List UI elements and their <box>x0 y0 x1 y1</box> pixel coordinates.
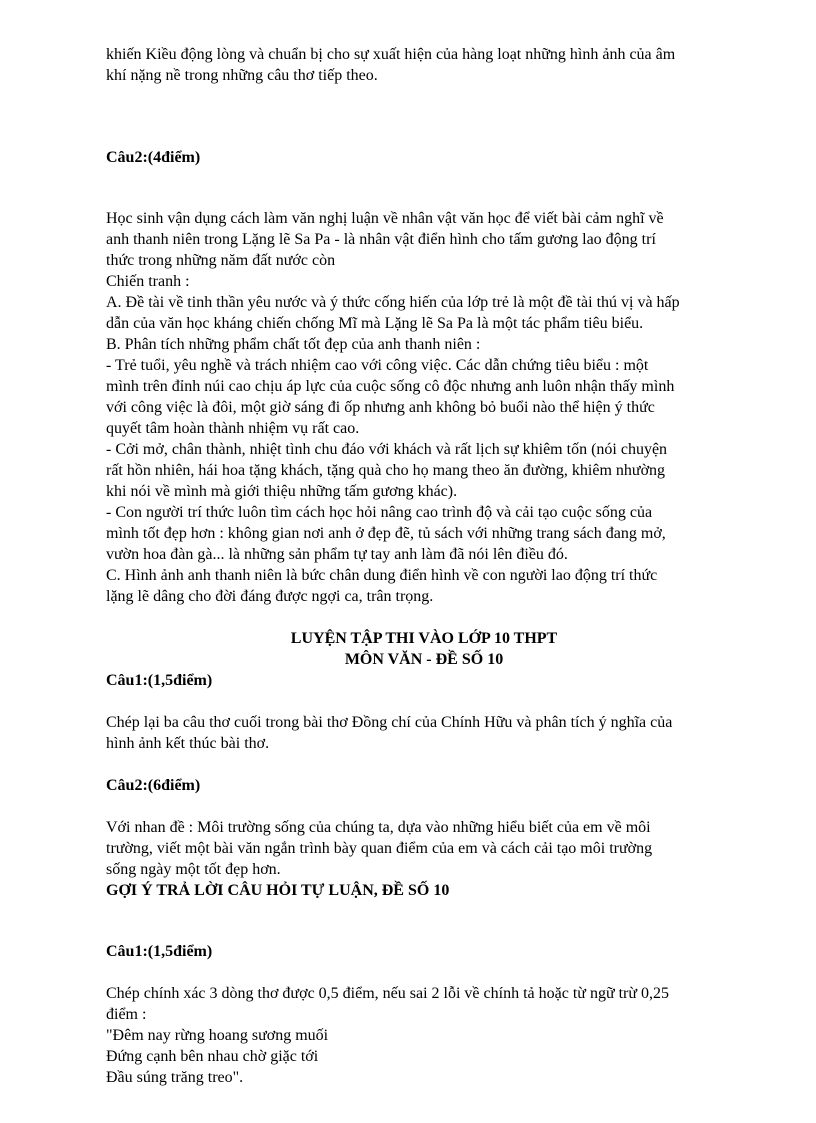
body-line: mình trên đỉnh núi cao chịu áp lực của cuộc sống cô độc nhưng anh luôn nhận thấy mình <box>106 378 675 395</box>
spacer <box>106 126 742 147</box>
poem-line: Đứng cạnh bên nhau chờ giặc tới <box>106 1048 319 1065</box>
body-line: Chiến tranh : <box>106 273 190 290</box>
body-line: Học sinh vận dụng cách làm văn nghị luận về nhân vật văn học để viết bài cảm nghĩ về <box>106 210 664 227</box>
spacer <box>106 796 742 817</box>
poem-line: "Đêm nay rừng hoang sương muối <box>106 1027 329 1044</box>
body-line: anh thanh niên trong Lặng lẽ Sa Pa - là nhân vật điển hình cho tấm gương lao động trí <box>106 231 656 248</box>
body-line: - Trẻ tuổi, yêu nghề và trách nhiệm cao với công việc. Các dẫn chứng tiêu biểu : một <box>106 357 649 374</box>
body-line: Chép chính xác 3 dòng thơ được 0,5 điểm, nếu sai 2 lỗi về chính tả hoặc từ ngữ trừ 0,25 <box>106 985 670 1002</box>
spacer <box>106 691 742 712</box>
spacer <box>106 901 742 941</box>
body-line: A. Đề tài về tinh thần yêu nước và ý thức cống hiến của lớp trẻ là một đề tài thú vị và hấp <box>106 294 680 311</box>
answer-cau1-heading: Câu1:(1,5điểm) <box>106 943 213 960</box>
spacer <box>106 168 742 208</box>
body-line: khi nói về mình mà giới thiệu những tấm gương khác). <box>106 483 458 500</box>
body-line: trường, viết một bài văn ngắn trình bày quan điểm của em và cách cải tạo môi trường <box>106 840 653 857</box>
intro-line-2: khí nặng nề trong những câu thơ tiếp theo. <box>106 67 378 84</box>
body-line: với công việc là đôi, một giờ sáng đi ốp nhưng anh không bỏ buổi nào thể hiện ý thức <box>106 399 655 416</box>
body-line: B. Phân tích những phẩm chất tốt đẹp của anh thanh niên : <box>106 336 481 353</box>
spacer <box>106 962 742 983</box>
spacer <box>106 86 742 126</box>
body-line: sống ngày một tốt đẹp hơn. <box>106 861 281 878</box>
exam-title-line-2: MÔN VĂN - ĐỀ SỐ 10 <box>344 651 504 668</box>
exam-cau1-heading: Câu1:(1,5điểm) <box>106 672 213 689</box>
body-line: Với nhan đề : Môi trường sống của chúng ta, dựa vào những hiểu biết của em về môi <box>106 819 651 836</box>
body-line: vườn hoa đàn gà... là những sản phẩm tự tay anh làm đã nói lên điều đó. <box>106 546 568 563</box>
cau2-body <box>106 208 742 607</box>
poem-line: Đầu súng trăng treo". <box>106 1069 244 1086</box>
body-line: - Con người trí thức luôn tìm cách học hỏi nâng cao trình độ và cải tạo cuộc sống của <box>106 504 653 521</box>
body-line: C. Hình ảnh anh thanh niên là bức chân dung điển hình về con người lao động trí thức <box>106 567 658 584</box>
body-line: thức trong những năm đất nước còn <box>106 252 336 269</box>
spacer <box>106 754 742 775</box>
exam-title-line-1: LUYỆN TẬP THI VÀO LỚP 10 THPT <box>290 630 558 647</box>
body-line: mình tốt đẹp hơn : không gian nơi anh ở đẹp đẽ, tủ sách với những trang sách đang mở, <box>106 525 666 542</box>
document-page <box>106 44 742 1088</box>
body-line: hình ảnh kết thúc bài thơ. <box>106 735 270 752</box>
body-line: quyết tâm hoàn thành nhiệm vụ rất cao. <box>106 420 360 437</box>
cau2-heading: Câu2:(4điểm) <box>106 149 201 166</box>
answer-title: GỢI Ý TRẢ LỜI CÂU HỎI TỰ LUẬN, ĐỀ SỐ 10 <box>106 882 450 899</box>
spacer <box>106 607 742 628</box>
body-line: dẫn của văn học kháng chiến chống Mĩ mà Lặng lẽ Sa Pa là một tác phẩm tiêu biểu. <box>106 315 644 332</box>
body-line: rất hồn nhiên, hái hoa tặng khách, tặng quà cho họ mang theo ăn đường, khiêm nhường <box>106 462 666 479</box>
exam-cau2-heading: Câu2:(6điểm) <box>106 777 201 794</box>
body-line: - Cởi mở, chân thành, nhiệt tình chu đáo với khách và rất lịch sự khiêm tốn (nói chuyện <box>106 441 668 458</box>
body-line: lặng lẽ dâng cho đời đáng được ngợi ca, trân trọng. <box>106 588 434 605</box>
body-line: Chép lại ba câu thơ cuối trong bài thơ Đồng chí của Chính Hữu và phân tích ý nghĩa của <box>106 714 673 731</box>
body-line: điểm : <box>106 1006 147 1023</box>
intro-line-1: khiến Kiều động lòng và chuẩn bị cho sự xuất hiện của hàng loạt những hình ảnh của âm <box>106 46 676 63</box>
